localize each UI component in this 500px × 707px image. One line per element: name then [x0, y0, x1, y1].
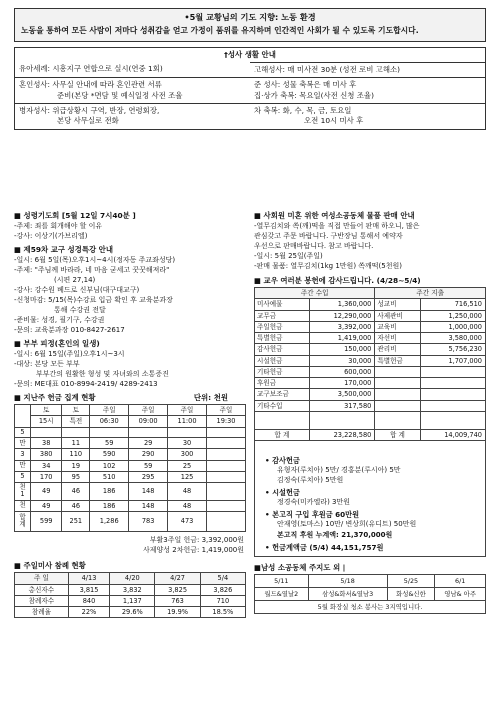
- table-cell: 사제관비: [375, 310, 420, 321]
- table-row: [15, 416, 246, 427]
- couple-retreat-title: ■ 부부 피정(혼인의 일생): [14, 338, 100, 348]
- table-cell: [168, 427, 207, 438]
- table-row: [15, 460, 246, 471]
- table-cell: 주일: [207, 405, 246, 416]
- table-cell: 참례자수: [15, 595, 69, 606]
- attendance-table: [14, 572, 246, 618]
- table-cell: 주일헌금: [255, 321, 310, 332]
- table-cell: [62, 427, 90, 438]
- bible-lecture-line: -일시: 6월 5일(목)오후1시~4시(정자동 주교좌성당): [14, 256, 176, 265]
- table-cell: 자선비: [375, 333, 420, 344]
- sacrament-cell-anointing: [15, 103, 250, 129]
- table-cell: [255, 411, 310, 429]
- right-column: [254, 208, 486, 618]
- table-row: [255, 310, 486, 321]
- table-cell: 29.6%: [110, 607, 155, 618]
- sale-line: -일시: 5월 25일(주일): [254, 252, 323, 261]
- couple-retreat-line: -일시: 6월 15일(주일)오후1시~3시: [14, 350, 125, 359]
- donor-line: 유형자(루치아) 5만/ 경홍분(루시아) 5만: [277, 466, 401, 474]
- table-row: [15, 471, 246, 482]
- table-cell: 1,707,000: [420, 355, 486, 366]
- table-cell: 251: [62, 511, 90, 531]
- table-cell: [420, 389, 486, 400]
- table-cell: [207, 438, 246, 449]
- table-cell: 관리비: [375, 344, 420, 355]
- table-cell: 46: [62, 483, 90, 501]
- table-cell: [420, 400, 486, 411]
- table-cell: [31, 427, 62, 438]
- donor-line: 본고직 후원 누계액: 21,370,000원: [277, 530, 393, 539]
- table-cell: 3,825: [155, 584, 200, 595]
- donor-line: 김정숙(루치아) 5만원: [277, 476, 344, 485]
- bulletin-page: [14, 8, 486, 700]
- table-cell: 783: [129, 511, 168, 531]
- table-cell: 6/1: [435, 574, 486, 587]
- table-cell: 12,290,000: [309, 310, 374, 321]
- table-cell: 18.5%: [200, 607, 245, 618]
- bible-lecture-line: -문의: 교육분과장 010-8427-2617: [14, 325, 125, 334]
- sacrament-line: 병자성사: 위급상황시 구역, 반장, 연령회장,: [19, 105, 160, 115]
- bible-lecture-line: -주제: "주님께 바라라, 네 마음 굳세고 꿋꿋해져라": [14, 266, 170, 275]
- table-cell: 150,000: [309, 344, 374, 355]
- table-row: [255, 333, 486, 344]
- table-row: [255, 288, 486, 299]
- table-cell: 59: [129, 460, 168, 471]
- table-cell: 월드&열날2: [255, 587, 309, 600]
- bible-lecture-line: -강사: 강수원 베드로 신부님(대구대교구): [14, 286, 140, 295]
- donor-list: [254, 441, 486, 557]
- table-cell: [15, 405, 31, 427]
- table-cell: 15시: [31, 416, 62, 427]
- table-cell: 48: [168, 500, 207, 511]
- sacrament-cell-confession: [250, 62, 485, 77]
- sacrament-line: 오전 10시 미사 후: [304, 116, 364, 126]
- donor-title: • 감사헌금: [265, 456, 300, 465]
- table-cell: 763: [155, 595, 200, 606]
- sale-line: 관심갖고 주문 바랍니다. 구반장님 통해서 예약자: [254, 232, 403, 241]
- table-cell: 317,580: [309, 400, 374, 411]
- table-cell: 삼성&화서&열남3: [308, 587, 387, 600]
- table-cell: 5/11: [255, 574, 309, 587]
- table-row: [15, 438, 246, 449]
- table-cell: 5월 화장실 청소 봉사는 3지역입니다.: [255, 600, 486, 613]
- sacrament-line: 유아세례: 시흥지구 연합으로 실시(연중 1회): [19, 63, 163, 73]
- table-cell: 5: [15, 427, 31, 438]
- sale-line: -열무김치와 쏙(깨)떡을 직접 만들어 판매 하오니, 많은: [254, 222, 420, 231]
- table-row: [255, 400, 486, 411]
- table-cell: 840: [68, 595, 109, 606]
- table-cell: 5/25: [387, 574, 435, 587]
- couple-retreat-line: -대상: 본당 모든 부부: [14, 360, 80, 369]
- finance-title: ■ 교우 여러분 봉헌에 감사드립니다. (4/28~5/4): [254, 275, 421, 285]
- sacrament-line: 차 축복: 화, 수, 목, 금, 토요일: [254, 105, 352, 115]
- sale-line: 우선으로 판매바랍니다. 참고 바랍니다.: [254, 242, 374, 251]
- main-columns: [14, 208, 486, 618]
- table-row: [255, 299, 486, 310]
- table-cell: 감사헌금: [255, 344, 310, 355]
- table-cell: 교육비: [375, 321, 420, 332]
- table-cell: [15, 483, 31, 501]
- side-label: 계: [19, 520, 26, 529]
- table-cell: 49: [31, 483, 62, 501]
- table-cell: 59: [90, 438, 129, 449]
- table-cell: 5,756,230: [420, 344, 486, 355]
- table-cell: 295: [129, 471, 168, 482]
- table-cell: 교무금: [255, 310, 310, 321]
- table-cell: 5: [15, 471, 31, 482]
- table-cell: 주일: [90, 405, 129, 416]
- table-cell: 19.9%: [155, 607, 200, 618]
- table-cell: 46: [62, 500, 90, 511]
- table-row: [255, 355, 486, 366]
- table-row: [255, 321, 486, 332]
- table-cell: [420, 411, 486, 429]
- table-cell: 기타수입: [255, 400, 310, 411]
- table-cell: [207, 500, 246, 511]
- table-cell: 590: [90, 449, 129, 460]
- sale-line: -판매 물품: 열무김치(1kg 1만원) 쏙깨떡(5천원): [254, 262, 402, 270]
- table-cell: 599: [31, 511, 62, 531]
- table-cell: 23,228,580: [309, 429, 374, 440]
- table-cell: 148: [129, 483, 168, 501]
- table-row: [15, 449, 246, 460]
- table-cell: [375, 366, 420, 377]
- table-row: [15, 483, 246, 501]
- table-cell: 19:30: [207, 416, 246, 427]
- table-cell: 473: [168, 511, 207, 531]
- table-row: [255, 389, 486, 400]
- table-cell: 3,580,000: [420, 333, 486, 344]
- sacrament-line: 혼인성사: 사무실 안내에 따라 혼인관련 서류: [19, 80, 162, 90]
- donor-line: 안재영(토마스) 10만/ 변상희(유디트) 50만원: [277, 520, 417, 529]
- table-row: [15, 584, 246, 595]
- table-cell: 특별헌금: [255, 333, 310, 344]
- table-row: [15, 607, 246, 618]
- offering-total: 부활3주일 헌금: 3,392,000원: [149, 535, 244, 544]
- table-cell: 510: [90, 471, 129, 482]
- table-cell: 3,826: [200, 584, 245, 595]
- table-cell: 25: [168, 460, 207, 471]
- table-cell: [207, 449, 246, 460]
- table-cell: [15, 511, 31, 531]
- table-row: [15, 500, 246, 511]
- sacrament-line: 고해성사: 매 미사전 30분 (성전 로비 고해소): [254, 64, 400, 74]
- table-cell: 미사예물: [255, 299, 310, 310]
- sacrament-line: 준 성사: 성물 축복은 매 미사 후: [254, 80, 357, 90]
- table-row: [255, 574, 486, 587]
- table-cell: 토: [62, 405, 90, 416]
- table-cell: 30,000: [309, 355, 374, 366]
- table-cell: 토: [31, 405, 62, 416]
- table-cell: 148: [129, 500, 168, 511]
- table-cell: 성교비: [375, 299, 420, 310]
- table-cell: [129, 427, 168, 438]
- table-cell: 95: [62, 471, 90, 482]
- table-cell: 후원금: [255, 378, 310, 389]
- sacrament-cell-infant-baptism: [15, 62, 250, 77]
- table-cell: 특별헌금: [375, 355, 420, 366]
- table-row: [15, 595, 246, 606]
- prayer-meeting-line: -강사: 이상기(가브리엘): [14, 232, 88, 241]
- table-cell: 특전: [62, 416, 90, 427]
- table-header: 5/4: [200, 573, 245, 584]
- table-cell: [375, 378, 420, 389]
- table-cell: 천: [15, 500, 31, 511]
- sacrament-cell-car-blessing: [250, 103, 485, 129]
- table-cell: 102: [90, 460, 129, 471]
- table-cell: 600,000: [309, 366, 374, 377]
- table-row: [255, 366, 486, 377]
- table-cell: 총신자수: [15, 584, 69, 595]
- table-cell: 186: [90, 483, 129, 501]
- sacrament-cell-marriage: [15, 77, 250, 103]
- table-header: 4/27: [155, 573, 200, 584]
- table-cell: [207, 483, 246, 501]
- table-cell: [207, 471, 246, 482]
- couple-retreat-line: 부부간의 원활한 형성 및 자녀와의 소통증진: [36, 370, 169, 378]
- donor-title: • 헌금계액금 (5/4) 44,151,757원: [265, 542, 384, 552]
- bible-lecture-title: ■ 제59차 교구 성경특강 안내: [14, 245, 113, 255]
- table-cell: 1,360,000: [309, 299, 374, 310]
- cleaning-title: ■남성 소공동체 주지도 외 |: [254, 562, 346, 572]
- table-cell: 3,832: [110, 584, 155, 595]
- table-row: [15, 511, 246, 531]
- sacrament-line: 본당 사무실로 전화: [57, 116, 119, 126]
- table-cell: 29: [129, 438, 168, 449]
- table-row: [15, 427, 246, 438]
- table-cell: 기타헌금: [255, 366, 310, 377]
- table-cell: 06:30: [90, 416, 129, 427]
- table-cell: [375, 411, 420, 429]
- prayer-meeting-line: -주제: 죄를 회개해야 할 이유: [14, 222, 103, 231]
- table-header: 주 일: [15, 573, 69, 584]
- finance-table: [254, 287, 486, 441]
- table-cell: 참례율: [15, 607, 69, 618]
- table-row: [255, 344, 486, 355]
- prayer-meeting-title: ■ 성령기도회 [5월 12일 7시40분 ]: [14, 211, 136, 220]
- table-cell: [375, 400, 420, 411]
- prayer-intention-title: •5월 교황님의 기도 지향: 노동 환경: [184, 12, 316, 22]
- table-row: [255, 411, 486, 429]
- bible-lecture-line: (시편 27,14): [54, 276, 96, 285]
- table-cell: 만: [15, 460, 31, 471]
- table-cell: [207, 511, 246, 531]
- table-cell: 1,000,000: [420, 321, 486, 332]
- table-cell: 주일: [129, 405, 168, 416]
- table-cell: 290: [129, 449, 168, 460]
- table-cell: 300: [168, 449, 207, 460]
- table-cell: 11:00: [168, 416, 207, 427]
- sacrament-cell-blessing: [250, 77, 485, 103]
- table-cell: 14,009,740: [420, 429, 486, 440]
- table-cell: 합 계: [255, 429, 310, 440]
- donor-line: 정경숙(미카엘라) 3만원: [277, 498, 350, 507]
- table-cell: 09:00: [129, 416, 168, 427]
- table-row: [255, 429, 486, 440]
- table-cell: 110: [62, 449, 90, 460]
- table-row: [255, 587, 486, 600]
- table-cell: 710: [200, 595, 245, 606]
- table-cell: 11: [62, 438, 90, 449]
- offering-total: 사제양성 2차헌금: 1,419,000원: [143, 545, 244, 554]
- table-row: [255, 378, 486, 389]
- table-row: [15, 573, 246, 584]
- sacrament-line: 집·상가 축복: 목요일(사전 신청 조율): [254, 90, 374, 100]
- table-cell: [207, 460, 246, 471]
- sacrament-line: 준비(본당 *면담 및 예식일정 사전 조율: [57, 90, 183, 100]
- table-cell: 교구보조금: [255, 389, 310, 400]
- attendance-title: ■ 주일미사 참례 현황: [14, 561, 86, 571]
- table-cell: 125: [168, 471, 207, 482]
- table-cell: 영남& 아주: [435, 587, 486, 600]
- table-cell: 48: [168, 483, 207, 501]
- prayer-intention-box: [14, 8, 486, 42]
- table-cell: 5/18: [308, 574, 387, 587]
- donor-title: • 시설헌금: [265, 488, 300, 498]
- table-cell: 49: [31, 500, 62, 511]
- left-column: [14, 208, 246, 618]
- table-cell: 22%: [68, 607, 109, 618]
- donor-title: • 본고직 구입 후원금 60만원: [265, 510, 360, 520]
- table-cell: 716,510: [420, 299, 486, 310]
- table-cell: 시설헌금: [255, 355, 310, 366]
- table-cell: [375, 389, 420, 400]
- bible-lecture-line: -준비물: 성경, 필기구, 수강권: [14, 316, 105, 324]
- table-header: 4/20: [110, 573, 155, 584]
- table-cell: 34: [31, 460, 62, 471]
- table-cell: 3,500,000: [309, 389, 374, 400]
- table-cell: 1,250,000: [420, 310, 486, 321]
- table-header: 주간 지출: [375, 288, 486, 299]
- table-header: 4/13: [68, 573, 109, 584]
- offering-unit: 단위: 천원: [193, 392, 228, 402]
- table-cell: [90, 427, 129, 438]
- table-cell: 1,137: [110, 595, 155, 606]
- side-label: 합: [19, 513, 26, 522]
- cleaning-table: [254, 574, 486, 614]
- table-cell: 합 계: [375, 429, 420, 440]
- offering-header: [14, 393, 246, 404]
- bible-lecture-line: 통해 수강권 전달: [54, 306, 106, 315]
- table-cell: 화성&신한: [387, 587, 435, 600]
- table-cell: 1,419,000: [309, 333, 374, 344]
- table-cell: 170: [31, 471, 62, 482]
- table-cell: 30: [168, 438, 207, 449]
- table-cell: 3: [15, 449, 31, 460]
- table-cell: 38: [31, 438, 62, 449]
- table-cell: 19: [62, 460, 90, 471]
- table-cell: 주일: [168, 405, 207, 416]
- table-cell: 만: [15, 438, 31, 449]
- offering-title: ■ 지난주 헌금 집계 현황: [14, 392, 96, 402]
- table-cell: [420, 366, 486, 377]
- table-cell: [309, 411, 374, 429]
- table-cell: 3,392,000: [309, 321, 374, 332]
- sale-title: ■ 사회원 미혼 위한 여성소공동체 물품 판매 안내: [254, 211, 415, 220]
- side-label: 천: [19, 483, 26, 492]
- bible-lecture-line: -신청마감: 5/15(목)수강료 입금 확인 후 교육분과장: [14, 296, 173, 305]
- table-row: [15, 405, 246, 416]
- table-cell: 186: [90, 500, 129, 511]
- offering-table: [14, 404, 246, 532]
- table-header: 주간 수입: [255, 288, 375, 299]
- table-cell: [420, 378, 486, 389]
- table-cell: 170,000: [309, 378, 374, 389]
- sacrament-guide: [14, 47, 486, 130]
- table-row: [255, 600, 486, 613]
- table-cell: 1,286: [90, 511, 129, 531]
- sacrament-guide-title: †성사 생활 안내: [224, 49, 276, 59]
- table-cell: 380: [31, 449, 62, 460]
- table-cell: [207, 427, 246, 438]
- prayer-intention-text: 노동을 통하여 모든 사람이 저마다 성취감을 얻고 가정이 품위를 유지하며 인간적인 사회가 될 수 있도록 기도합시다.: [21, 26, 419, 36]
- side-label: 1: [20, 490, 25, 499]
- table-cell: 3,815: [68, 584, 109, 595]
- couple-retreat-line: -문의: ME대표 010-8994-2419/ 4289-2413: [14, 379, 158, 388]
